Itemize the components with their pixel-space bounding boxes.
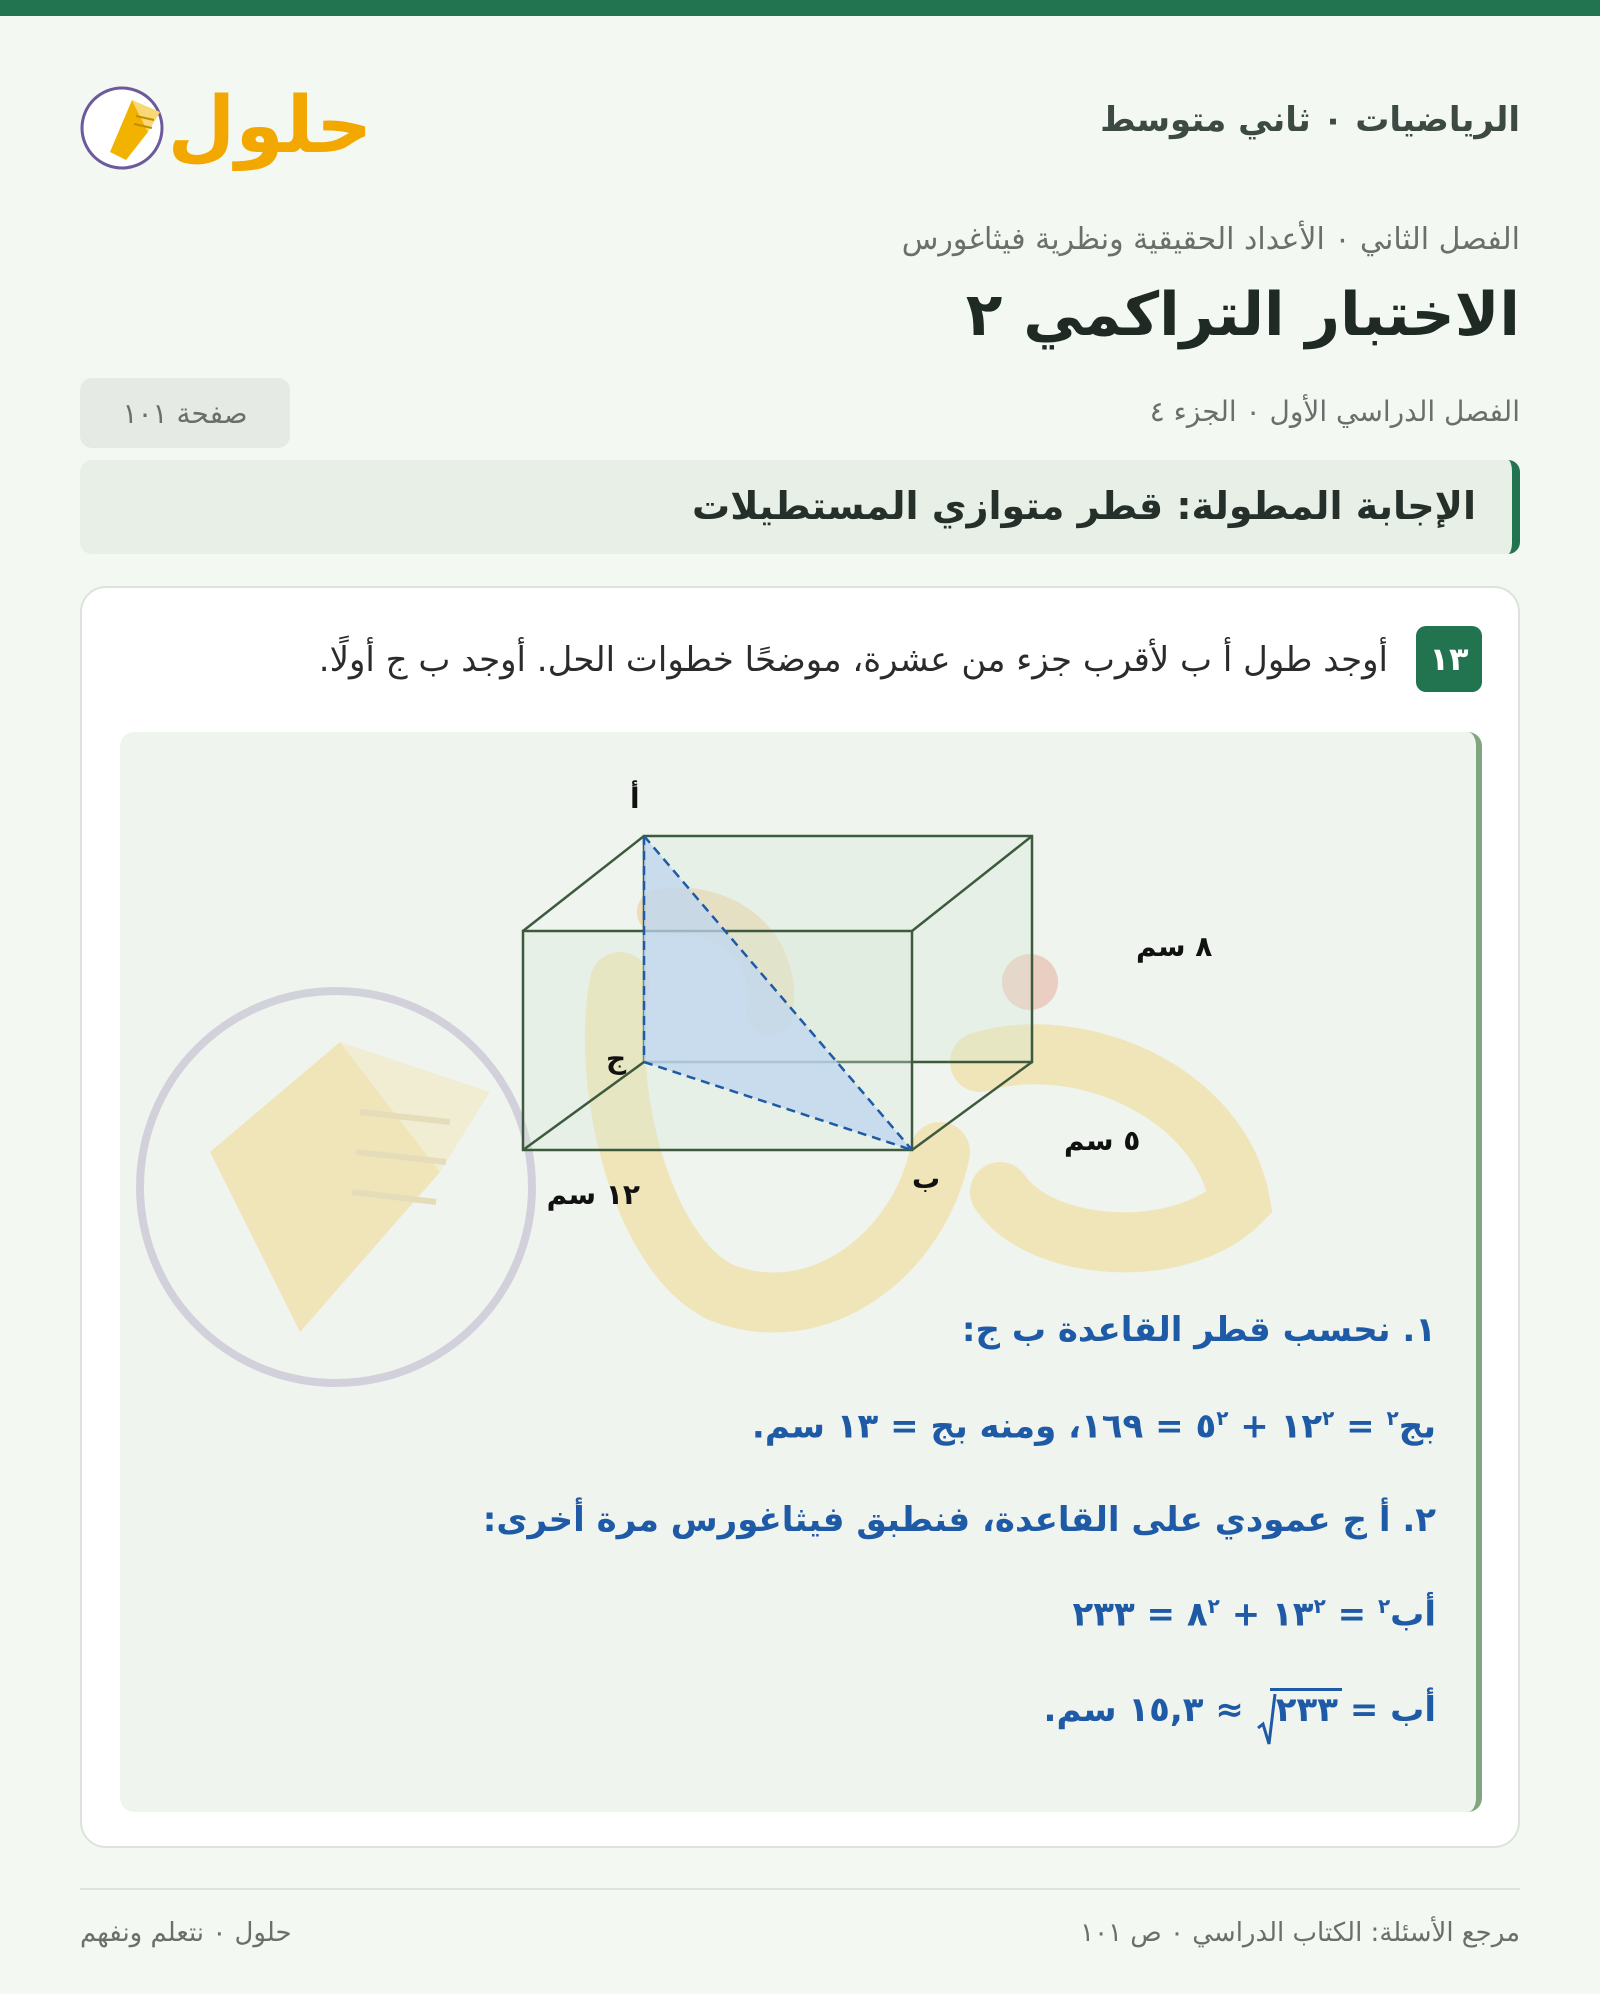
vertex-label-c: ج <box>606 1042 627 1075</box>
length-label: ١٢ سم <box>546 1178 640 1211</box>
question-card <box>80 586 1520 1848</box>
cuboid-diagram <box>120 732 1476 1211</box>
hulul-logo[interactable] <box>80 60 380 180</box>
subject-title: الرياضيات ٠ ثاني متوسط <box>1100 100 1520 140</box>
top-accent-bar <box>0 0 1600 16</box>
solution-step2-equation: أب$^٢$ = $١٣^٢$ + $٨^٢$ = ٢٣٣ <box>1072 1594 1436 1635</box>
page-title: الاختبار التراكمي ٢ <box>965 280 1520 350</box>
solution-step2-title: ٢. أ ج عمودي على القاعدة، فنطبق فيثاغورس مرة أخرى: <box>482 1500 1436 1540</box>
solution-step1-title: ١. نحسب قطر القاعدة ب ج: <box>961 1310 1436 1350</box>
question-text: أوجد طول أ ب لأقرب جزء من عشرة، موضحًا خطوات الحل. أوجد ب ج أولًا. <box>318 640 1388 680</box>
vertex-label-b: ب <box>912 1162 941 1195</box>
footer-reference: مرجع الأسئلة: الكتاب الدراسي ٠ ص ١٠١ <box>1080 1918 1520 1948</box>
vertex-label-a: أ <box>630 782 640 815</box>
footer-brand: حلول ٠ نتعلم ونفهم <box>80 1918 292 1948</box>
term-subtitle: الفصل الدراسي الأول ٠ الجزء ٤ <box>1149 395 1520 428</box>
radical-sign-icon <box>1256 1694 1276 1746</box>
section-header <box>80 460 1520 554</box>
height-label: ٨ سم <box>1136 930 1213 963</box>
unit-subtitle: الفصل الثاني ٠ الأعداد الحقيقية ونظرية فيثاغورس <box>901 222 1520 257</box>
answer-panel <box>120 732 1482 1812</box>
solution-step1-equation: بج$^٢$ = $١٢^٢$ + $٥^٢$ = ١٦٩، ومنه بج = ١٣ سم. <box>751 1406 1436 1447</box>
page-header <box>80 60 1520 190</box>
depth-label: ٥ سم <box>1064 1124 1141 1157</box>
footer-divider <box>80 1888 1520 1890</box>
question-number-badge: ١٣ <box>1416 626 1482 692</box>
solution-final-answer: أب = ٢٣٣ ≈ ١٥,٣ سم. <box>1044 1690 1436 1730</box>
page-number-badge: صفحة ١٠١ <box>80 378 290 448</box>
square-root: ٢٣٣ <box>1256 1690 1338 1730</box>
section-title: الإجابة المطولة: قطر متوازي المستطيلات <box>692 484 1476 528</box>
logo-wordmark: حلول <box>167 81 373 171</box>
